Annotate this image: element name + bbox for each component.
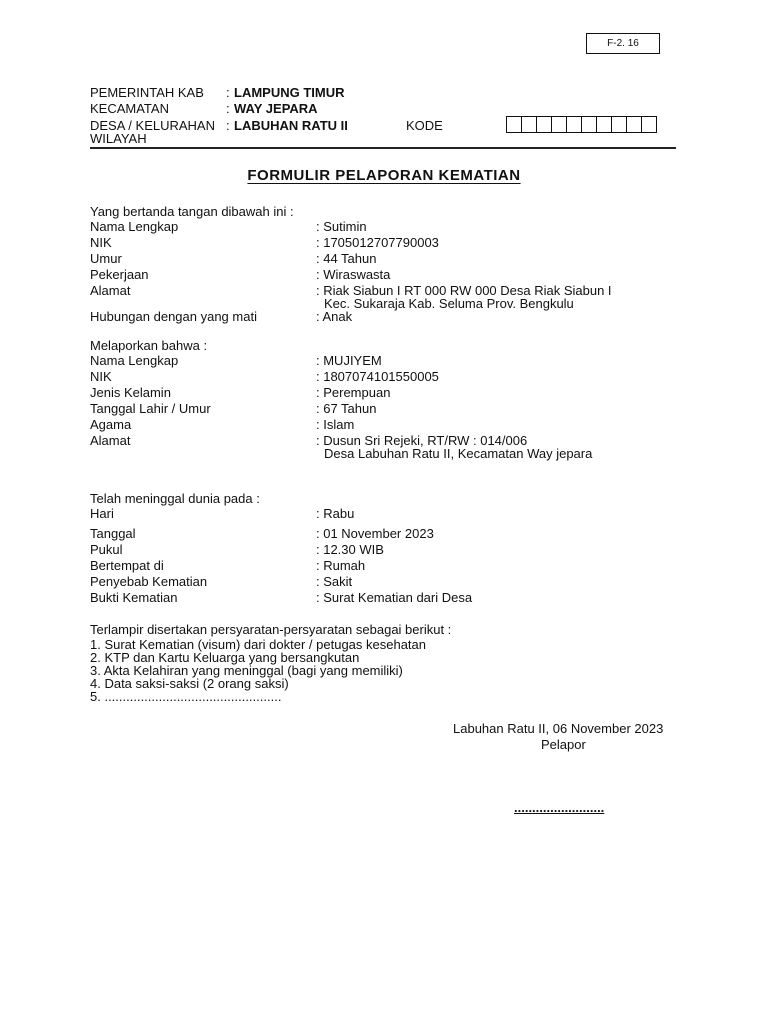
death-label-hari: Hari [90,506,114,521]
death-label-pukul: Pukul [90,542,123,557]
attachments-intro: Terlampir disertakan persyaratan-persyaratan sebagai berikut : [90,622,452,637]
deceased-intro: Melaporkan bahwa : [90,338,208,353]
attachment-item: 2. KTP dan Kartu Keluarga yang bersangkutan [90,650,360,665]
header-value-desa: LABUHAN RATU II [234,118,348,133]
death-label-tempat: Bertempat di [90,558,164,573]
reporter-intro: Yang bertanda tangan dibawah ini : [90,204,294,219]
death-intro: Telah meninggal dunia pada : [90,491,260,506]
header-colon: : [226,85,230,100]
header-value-kecamatan: WAY JEPARA [234,101,318,116]
header-label-wilayah: WILAYAH [90,131,147,146]
header-label-kecamatan: KECAMATAN [90,101,169,116]
attachment-item: 4. Data saksi-saksi (2 orang saksi) [90,676,289,691]
death-value-tempat: : Rumah [316,558,366,573]
kode-label: KODE [406,118,443,133]
reporter-label-umur: Umur [90,251,122,266]
kode-box [506,116,522,133]
attachment-item: 5. ................................................. [90,689,282,704]
reporter-label-nik: NIK [90,235,112,250]
header-label-kabupaten: PEMERINTAH KAB [90,85,204,100]
deceased-label-alamat: Alamat [90,433,131,448]
deceased-label-agama: Agama [90,417,132,432]
header-value-kabupaten: LAMPUNG TIMUR [234,85,345,100]
reporter-value-umur: : 44 Tahun [316,251,377,266]
reporter-label-alamat: Alamat [90,283,131,298]
kode-box [581,116,597,133]
signature-place-date: Labuhan Ratu II, 06 November 2023 [453,721,664,736]
deceased-value-nik: : 1807074101550005 [316,369,439,384]
reporter-value-nama: : Sutimin [316,219,367,234]
death-value-penyebab: : Sakit [316,574,353,589]
deceased-value-agama: : Islam [316,417,355,432]
death-label-tanggal: Tanggal [90,526,136,541]
kode-box [626,116,642,133]
kode-box [551,116,567,133]
deceased-label-jenis-kelamin: Jenis Kelamin [90,385,171,400]
kode-box [521,116,537,133]
death-value-bukti: : Surat Kematian dari Desa [316,590,473,605]
deceased-label-tanggal-lahir: Tanggal Lahir / Umur [90,401,211,416]
reporter-label-hubungan: Hubungan dengan yang mati [90,309,257,324]
kode-box [611,116,627,133]
signature-name-line: ......................... [514,800,605,815]
reporter-value-alamat: : Riak Siabun I RT 000 RW 000 Desa Riak Siabun I [316,283,612,298]
kode-box [536,116,552,133]
kode-box [596,116,612,133]
deceased-value-jenis-kelamin: : Perempuan [316,385,391,400]
kode-boxes [507,116,657,133]
form-code: F-2. 16 [607,38,639,49]
form-code-box [586,33,660,54]
reporter-label-pekerjaan: Pekerjaan [90,267,149,282]
header-colon: : [226,101,230,116]
kode-box [641,116,657,133]
death-label-penyebab: Penyebab Kematian [90,574,208,589]
attachment-item: 1. Surat Kematian (visum) dari dokter / petugas kesehatan [90,637,427,652]
deceased-label-nama: Nama Lengkap [90,353,179,368]
reporter-value-pekerjaan: : Wiraswasta [316,267,391,282]
death-value-pukul: : 12.30 WIB [316,542,384,557]
reporter-value-alamat-line2: Kec. Sukaraja Kab. Seluma Prov. Bengkulu [324,296,574,311]
reporter-label-nama: Nama Lengkap [90,219,179,234]
signature-role: Pelapor [541,737,586,752]
form-title: FORMULIR PELAPORAN KEMATIAN [247,167,521,184]
deceased-value-nama: : MUJIYEM [316,353,382,368]
deceased-value-alamat: : Dusun Sri Rejeki, RT/RW : 014/006 [316,433,528,448]
reporter-value-hubungan: : Anak [316,309,353,324]
kode-box [566,116,582,133]
header-divider [90,147,676,149]
reporter-value-nik: : 1705012707790003 [316,235,439,250]
attachment-item: 3. Akta Kelahiran yang meninggal (bagi yang memiliki) [90,663,403,678]
deceased-value-tanggal-lahir: : 67 Tahun [316,401,377,416]
deceased-label-nik: NIK [90,369,112,384]
death-value-hari: : Rabu [316,506,355,521]
header-label-desa: DESA / KELURAHAN [90,118,215,133]
header-colon: : [226,118,230,133]
death-label-bukti: Bukti Kematian [90,590,178,605]
death-value-tanggal: : 01 November 2023 [316,526,434,541]
deceased-value-alamat-line2: Desa Labuhan Ratu II, Kecamatan Way jepara [324,446,593,461]
